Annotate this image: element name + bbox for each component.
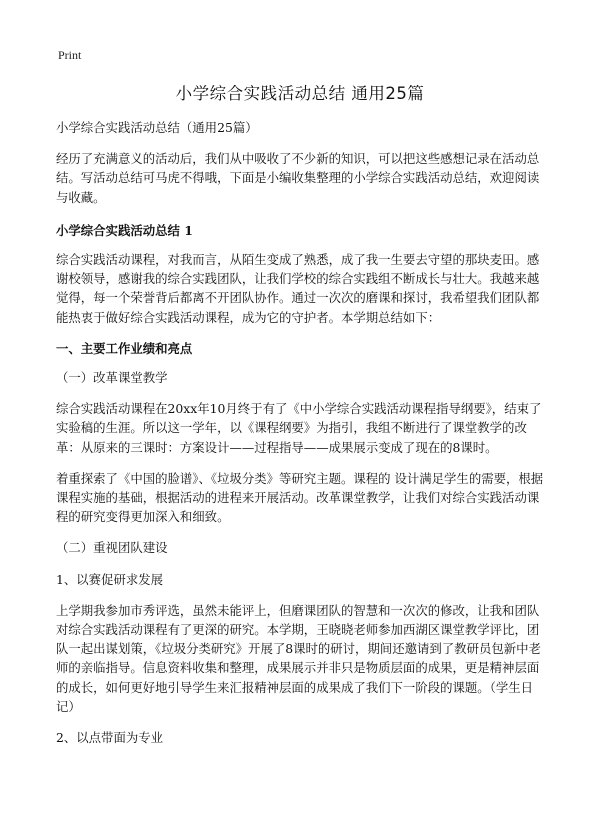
- subsection-heading: （一）改革课堂教学: [56, 370, 168, 386]
- list-item-heading: 1、以赛促研求发展: [56, 571, 164, 587]
- document-body: [56, 118, 548, 759]
- print-link[interactable]: Print: [58, 48, 82, 62]
- body-paragraph: 综合实践活动课程，对我而言，从陌生变成了熟悉，成了我一生要去守望的那块麦田。感谢校领导，感谢我的综合实践团队，让我们学校的综合实践组不断成长与壮大。我越来越觉得，每一个荣誉背后都离不开团队协作。通过一次次的磨课和探讨，我希望我们团队都能热衷于做好综合实践活动课程，成为它的守护者。本学期总结如下：: [56, 252, 540, 325]
- list-item-heading: 2、以点带面为专业: [56, 730, 164, 746]
- section-heading: 小学综合实践活动总结 1: [56, 222, 193, 238]
- document-subtitle: 小学综合实践活动总结（通用25篇）: [56, 120, 258, 135]
- body-paragraph: 着重探索了《中国的脸谱》、《垃圾分类》等研究主题。课程的 设计满足学生的需要，根据课程实施的基础，根据活动的进程来开展活动。改革课堂教学，让我们对综合实践活动课程的研究变得更加深入和细致。: [56, 470, 544, 525]
- intro-paragraph: 经历了充满意义的活动后，我们从中吸收了不少新的知识，可以把这些感想记录在活动总结。写活动总结可马虎不得哦，下面是小编收集整理的小学综合实践活动总结，欢迎阅读与收藏。: [56, 151, 540, 205]
- document-title: 小学综合实践活动总结 通用25篇: [175, 84, 425, 103]
- body-paragraph: 上学期我参加市秀评选，虽然未能评上，但磨课团队的智慧和一次次的修改，让我和团队对综合实践活动课程有了更深的研究。本学期，王晓晓老师参加西湖区课堂教学评比，团队一起出谋划策，《垃圾分类研究》开展了8课时的研讨，期间还邀请到了教研员包新中老师的亲临指导。信息资料收集和整理，成果展示并非只是物质层面的成果，更是精神层面的成长，如何更好地引导学生来汇报精神层面的成果成了我们下一阶段的课题。（学生日记）: [56, 602, 541, 714]
- main-work-heading: 一、主要工作业绩和亮点: [56, 340, 193, 356]
- subsection-heading: （二）重视团队建设: [56, 540, 168, 556]
- body-paragraph: 综合实践活动课程在20xx年10月终于有了《中小学综合实践活动课程指导纲要》，结束了实验稿的生涯。所以这一学年，以《课程纲要》为指引，我组不断进行了课堂教学的改革：从原来的三课时：方案设计——过程指导——成果展示变成了现在的8课时。: [56, 401, 542, 455]
